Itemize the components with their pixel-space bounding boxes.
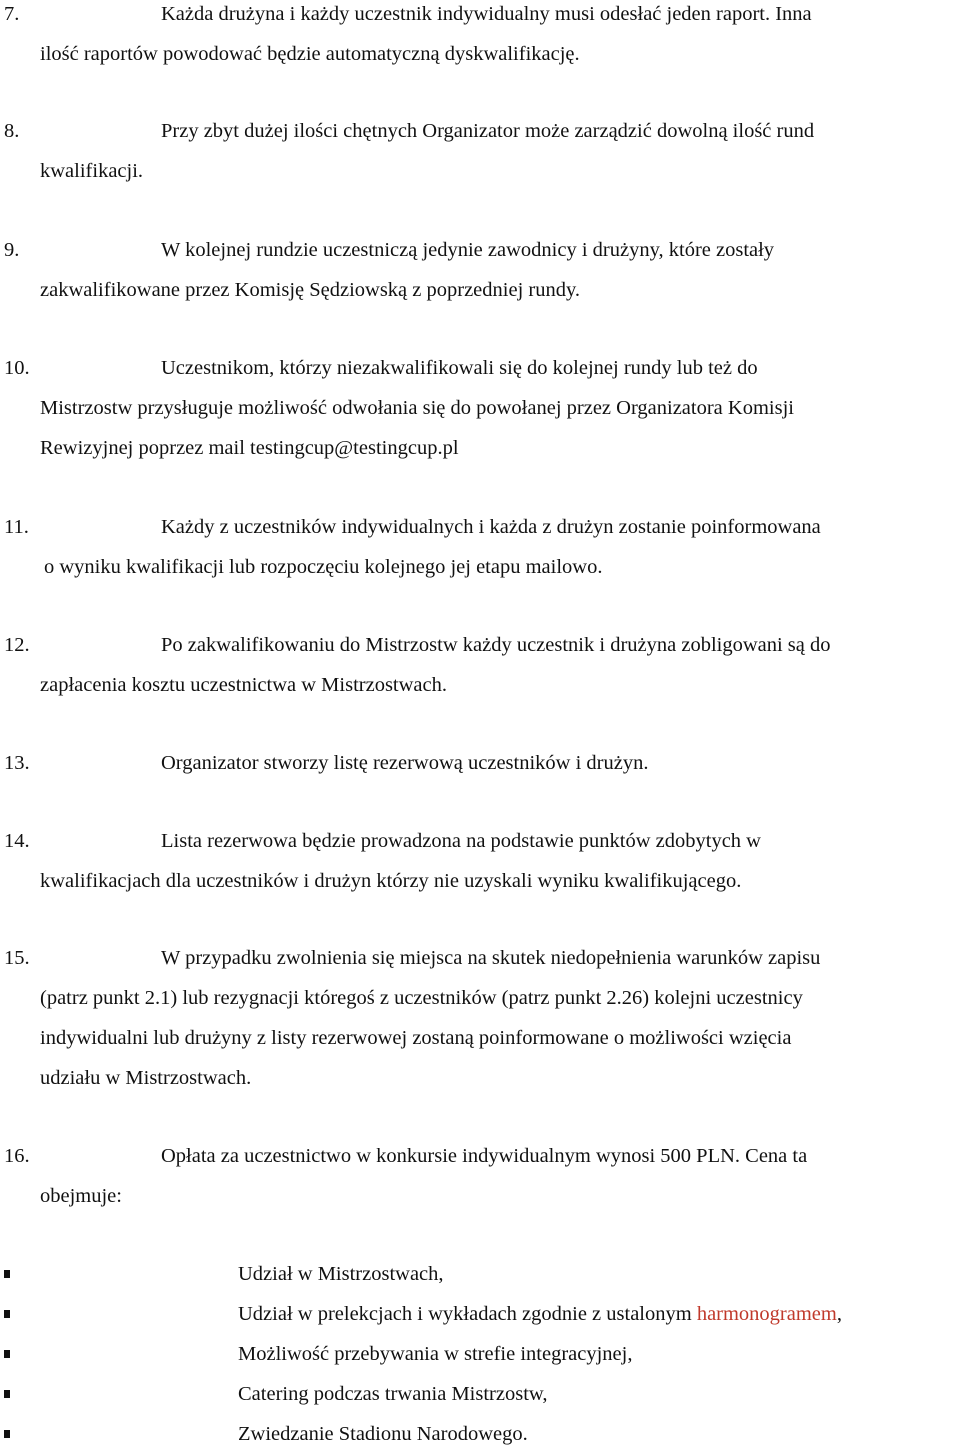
rule-text-line: Opłata za uczestnictwo w konkursie indywidualnym wynosi 500 PLN. Cena ta <box>161 1145 808 1167</box>
rule-item-7 <box>0 0 960 74</box>
list-item-punctuation: , <box>836 1303 842 1325</box>
list-item <box>0 1254 960 1294</box>
rule-number: 12. <box>4 634 30 656</box>
rule-item-14 <box>0 821 960 901</box>
rule-item-16 <box>0 1136 960 1216</box>
list-item <box>0 1374 960 1414</box>
square-bullet-icon <box>4 1310 10 1318</box>
price-includes-list <box>0 1254 960 1454</box>
list-item-text: Udział w prelekcjach i wykładach zgodnie z ustalonym <box>238 1303 697 1325</box>
rule-text-line: Uczestnikom, którzy niezakwalifikowali się do kolejnej rundy lub też do <box>161 357 758 379</box>
rule-item-11 <box>0 507 960 587</box>
square-bullet-icon <box>4 1270 10 1278</box>
rule-text-line: W przypadku zwolnienia się miejsca na skutek niedopełnienia warunków zapisu <box>161 947 821 969</box>
rule-number: 14. <box>4 830 30 852</box>
rule-text-line: kwalifikacji. <box>40 160 144 182</box>
rule-number: 11. <box>4 516 29 538</box>
list-item <box>0 1334 960 1374</box>
rule-text-line: Po zakwalifikowaniu do Mistrzostw każdy uczestnik i drużyna zobligowani są do <box>161 634 831 656</box>
rule-item-8 <box>0 111 960 191</box>
rule-item-13 <box>0 743 960 783</box>
rule-text-line: o wyniku kwalifikacji lub rozpoczęciu kolejnego jej etapu mailowo. <box>44 556 603 578</box>
rule-item-10 <box>0 348 960 468</box>
rule-text-line: zapłacenia kosztu uczestnictwa w Mistrzostwach. <box>40 674 447 696</box>
rule-text-line: Każda drużyna i każdy uczestnik indywidualny musi odesłać jeden raport. Inna <box>161 3 812 25</box>
rule-text-line: W kolejnej rundzie uczestniczą jedynie zawodnicy i drużyny, które zostały <box>161 239 775 261</box>
rule-item-9 <box>0 230 960 310</box>
rule-number: 10. <box>4 357 30 379</box>
rule-text-line: ilość raportów powodować będzie automatyczną dyskwalifikację. <box>40 43 580 65</box>
rule-text-line: Organizator stworzy listę rezerwową uczestników i drużyn. <box>161 752 649 774</box>
rule-text-line: (patrz punkt 2.1) lub rezygnacji któregoś z uczestników (patrz punkt 2.26) kolejni uczestnicy <box>40 987 803 1009</box>
rule-text-line: obejmuje: <box>40 1185 122 1207</box>
list-item-text: Catering podczas trwania Mistrzostw, <box>238 1383 548 1405</box>
harmonogram-link[interactable]: harmonogramem <box>696 1303 837 1325</box>
square-bullet-icon <box>4 1430 10 1438</box>
rule-text-line: Rewizyjnej poprzez mail testingcup@testingcup.pl <box>40 437 459 459</box>
list-item <box>0 1294 960 1334</box>
rule-item-12 <box>0 625 960 705</box>
list-item-text: Zwiedzanie Stadionu Narodowego. <box>238 1423 528 1445</box>
rule-text-line: zakwalifikowane przez Komisję Sędziowską z poprzedniej rundy. <box>40 279 581 301</box>
rule-text-line: Przy zbyt dużej ilości chętnych Organizator może zarządzić dowolną ilość rund <box>161 120 815 142</box>
square-bullet-icon <box>4 1390 10 1398</box>
rule-number: 13. <box>4 752 30 774</box>
rule-text-line: udziału w Mistrzostwach. <box>40 1067 252 1089</box>
rule-number: 9. <box>4 239 20 261</box>
rule-text-line: Mistrzostw przysługuje możliwość odwołania się do powołanej przez Organizatora Komisji <box>40 397 794 419</box>
rule-number: 8. <box>4 120 20 142</box>
rule-text-line: Każdy z uczestników indywidualnych i każda z drużyn zostanie poinformowana <box>161 516 821 538</box>
rule-text-line: kwalifikacjach dla uczestników i drużyn którzy nie uzyskali wyniku kwalifikującego. <box>40 870 742 892</box>
rule-number: 7. <box>4 3 20 25</box>
rule-number: 16. <box>4 1145 30 1167</box>
rule-text-line: indywidualni lub drużyny z listy rezerwowej zostaną poinformowane o możliwości wzięcia <box>40 1027 792 1049</box>
list-item-text-group <box>238 1294 842 1334</box>
rule-text-line: Lista rezerwowa będzie prowadzona na podstawie punktów zdobytych w <box>161 830 761 852</box>
list-item <box>0 1414 960 1454</box>
rule-number: 15. <box>4 947 30 969</box>
list-item-text: Udział w Mistrzostwach, <box>238 1263 444 1285</box>
rule-item-15 <box>0 938 960 1098</box>
list-item-text: Możliwość przebywania w strefie integracyjnej, <box>238 1343 633 1365</box>
square-bullet-icon <box>4 1350 10 1358</box>
